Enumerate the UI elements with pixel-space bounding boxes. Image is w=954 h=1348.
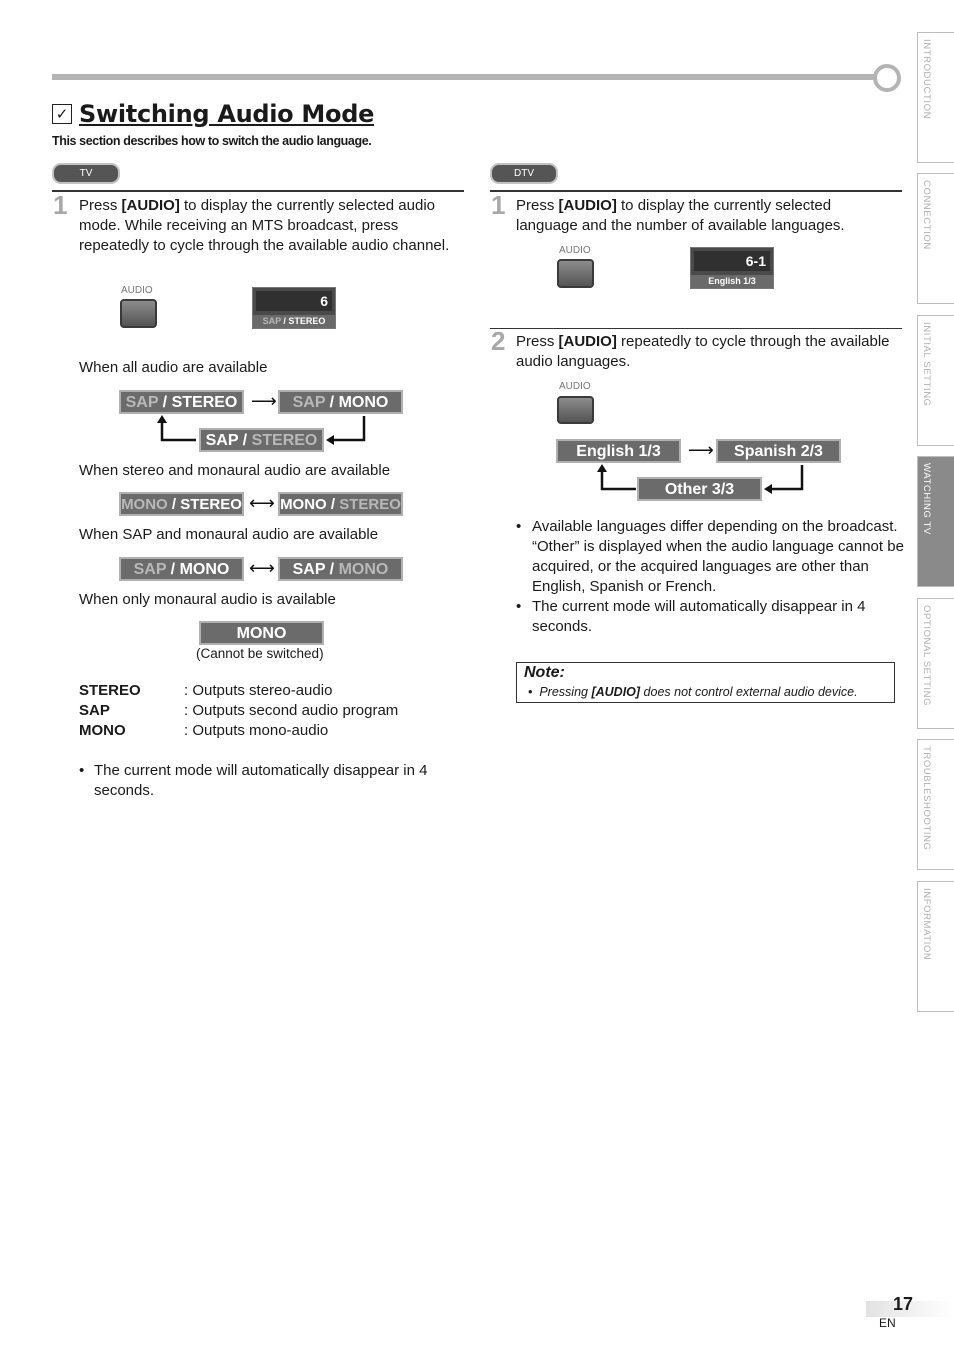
- tv-osd-mode-bright: STEREO: [288, 316, 326, 326]
- case4-label: When only monaural audio is available: [79, 591, 336, 608]
- tv-osd-mode: [253, 315, 335, 328]
- dtv-tag: DTV: [490, 163, 558, 184]
- box-sep: /: [166, 561, 180, 578]
- double-arrow-icon: ⟷: [249, 558, 275, 579]
- title-block: [52, 100, 374, 128]
- box-sep: /: [238, 432, 252, 449]
- note-box: [516, 662, 895, 703]
- bullet-dot: •: [528, 685, 533, 699]
- tv-osd-channel: 6: [256, 291, 332, 311]
- dtv-step1-key: [AUDIO]: [558, 197, 617, 214]
- def-term-sap: SAP: [79, 702, 110, 719]
- case3-box-sap-mono: [119, 557, 244, 581]
- side-tab-connection[interactable]: [917, 173, 954, 304]
- side-tab-label: INTRODUCTION: [921, 39, 932, 120]
- lang-box-spanish: Spanish 2/3: [716, 439, 841, 463]
- note-pre: Pressing: [539, 685, 592, 699]
- bullet-dot: •: [516, 518, 522, 535]
- box-dim-part: SAP: [125, 394, 159, 411]
- tv-tag: TV: [52, 163, 120, 184]
- dtv-audio-label-2: AUDIO: [559, 381, 591, 392]
- case2-box-mono-stereo-2: [278, 492, 403, 516]
- intro-text: This section describes how to switch the audio language.: [52, 134, 372, 148]
- dtv-bullet-1-text: Available languages differ depending on the broadcast. “Other” is displayed when the audio language cannot be acquired, or the acquired languages are other than English, Spanish or French.: [532, 518, 904, 595]
- box-bright-part: MONO: [179, 561, 230, 578]
- case4-note: (Cannot be switched): [196, 646, 324, 661]
- def-term-mono: MONO: [79, 722, 126, 739]
- tv-step-key: [AUDIO]: [121, 197, 180, 214]
- side-tab-initial-setting[interactable]: [917, 315, 954, 446]
- dtv-step1-number: 1: [491, 190, 506, 220]
- side-tab-label: TROUBLESHOOTING: [921, 746, 932, 851]
- dtv-audio-button-2[interactable]: [557, 396, 594, 424]
- case2-box-mono-stereo: [119, 492, 244, 516]
- side-tab-watching-tv[interactable]: [917, 456, 954, 587]
- side-tab-introduction[interactable]: [917, 32, 954, 163]
- box-dim-part: SAP: [133, 561, 167, 578]
- top-rule-circle: [873, 64, 901, 92]
- side-tab-label: INITIAL SETTING: [921, 322, 932, 407]
- dtv-bullet-2-text: The current mode will automatically disappear in 4 seconds.: [532, 598, 866, 635]
- tv-audio-button[interactable]: [120, 299, 157, 328]
- tv-osd-mode-sep: /: [280, 316, 289, 326]
- case4-box-mono: MONO: [199, 621, 324, 645]
- side-tab-label: INFORMATION: [921, 888, 932, 961]
- case1-box-sap-stereo: [119, 390, 244, 414]
- double-arrow-icon: ⟷: [249, 493, 275, 514]
- dtv-bullet-2: [516, 597, 917, 637]
- right-arrow-icon: ⟶: [688, 440, 714, 461]
- box-sep: /: [325, 561, 339, 578]
- box-dim-part: STEREO: [339, 496, 401, 513]
- dtv-osd-display: [690, 247, 774, 289]
- dtv-step2-post: repeatedly to cycle through the available audio languages.: [516, 333, 890, 370]
- def-desc-stereo: : Outputs stereo-audio: [184, 682, 333, 699]
- dtv-audio-label: AUDIO: [559, 245, 591, 256]
- box-dim-part: SAP: [292, 394, 326, 411]
- dtv-osd-lang: English 1/3: [691, 275, 773, 288]
- def-desc-sap: : Outputs second audio program: [184, 702, 399, 719]
- case1-box-sap-mono: [278, 390, 403, 414]
- tv-step-number: 1: [53, 190, 68, 220]
- bullet-dot: •: [516, 598, 522, 615]
- dtv-step2-pre: Press: [516, 333, 559, 350]
- box-sep: /: [167, 496, 181, 513]
- tv-step-pre: Press: [79, 197, 122, 214]
- note-text: [528, 685, 858, 699]
- dtv-bullet-1: [516, 517, 917, 597]
- def-desc-mono: : Outputs mono-audio: [184, 722, 329, 739]
- page-title: Switching Audio Mode: [79, 100, 375, 128]
- box-sep: /: [158, 394, 172, 411]
- note-key: [AUDIO]: [591, 685, 641, 699]
- def-term-stereo: STEREO: [79, 682, 141, 699]
- box-bright-part: STEREO: [171, 394, 238, 411]
- tv-osd-mode-dim: SAP: [262, 316, 281, 326]
- dtv-step2-number: 2: [491, 326, 506, 356]
- tv-osd-display: [252, 287, 336, 329]
- box-bright-part: SAP: [205, 432, 239, 449]
- side-tab-label: WATCHING TV: [921, 463, 932, 535]
- box-bright-part: SAP: [292, 561, 326, 578]
- page-number: 17: [893, 1294, 914, 1314]
- box-dim-part: MONO: [121, 496, 168, 513]
- side-tab-information[interactable]: [917, 881, 954, 1012]
- box-sep: /: [326, 496, 340, 513]
- lang-box-english: English 1/3: [556, 439, 681, 463]
- side-tab-troubleshooting[interactable]: [917, 739, 954, 870]
- side-tab-optional-setting[interactable]: [917, 598, 954, 729]
- tv-bullet: [79, 761, 474, 801]
- right-arrow-icon: ⟶: [251, 391, 277, 412]
- bullet-dot: •: [79, 762, 85, 779]
- dtv-step1-pre: Press: [516, 197, 559, 214]
- dtv-audio-button[interactable]: [557, 259, 594, 288]
- dtv-section-rule: [490, 190, 902, 192]
- dtv-step2-key: [AUDIO]: [558, 333, 617, 350]
- case1-label: When all audio are available: [79, 359, 268, 376]
- checkbox-icon: ✓: [52, 104, 72, 124]
- box-bright-part: MONO: [280, 496, 327, 513]
- tv-step-text: [79, 196, 457, 256]
- box-bright-part: MONO: [338, 394, 389, 411]
- tv-bullet-text: The current mode will automatically disappear in 4 seconds.: [94, 762, 428, 799]
- top-rule: [52, 74, 880, 80]
- box-bright-part: STEREO: [180, 496, 242, 513]
- dtv-step1-text: [516, 196, 894, 236]
- box-dim-part: STEREO: [251, 432, 318, 449]
- dtv-osd-channel: 6-1: [694, 251, 770, 271]
- box-dim-part: MONO: [338, 561, 389, 578]
- case2-label: When stereo and monaural audio are available: [79, 462, 391, 479]
- side-tab-label: CONNECTION: [921, 180, 932, 250]
- lang-box-other: Other 3/3: [637, 477, 762, 501]
- tv-step-post: to display the currently selected audio mode. While receiving an MTS broadcast, press repeatedly to cycle through the available audio channel.: [79, 197, 450, 254]
- dtv-step1-post: to display the currently selected language and the number of available languages.: [516, 197, 845, 234]
- note-post: does not control external audio device.: [640, 685, 858, 699]
- side-tab-label: OPTIONAL SETTING: [921, 605, 932, 707]
- tv-section-rule: [52, 190, 464, 192]
- dtv-step2-text: [516, 332, 894, 372]
- note-title: Note:: [524, 664, 565, 681]
- box-sep: /: [325, 394, 339, 411]
- dtv-step2-rule: [490, 328, 902, 329]
- case3-label: When SAP and monaural audio are available: [79, 526, 379, 543]
- case3-box-sap-mono-2: [278, 557, 403, 581]
- page-language: EN: [879, 1316, 896, 1330]
- tv-audio-label: AUDIO: [121, 285, 153, 296]
- case1-box-sap-stereo-2: [199, 428, 324, 452]
